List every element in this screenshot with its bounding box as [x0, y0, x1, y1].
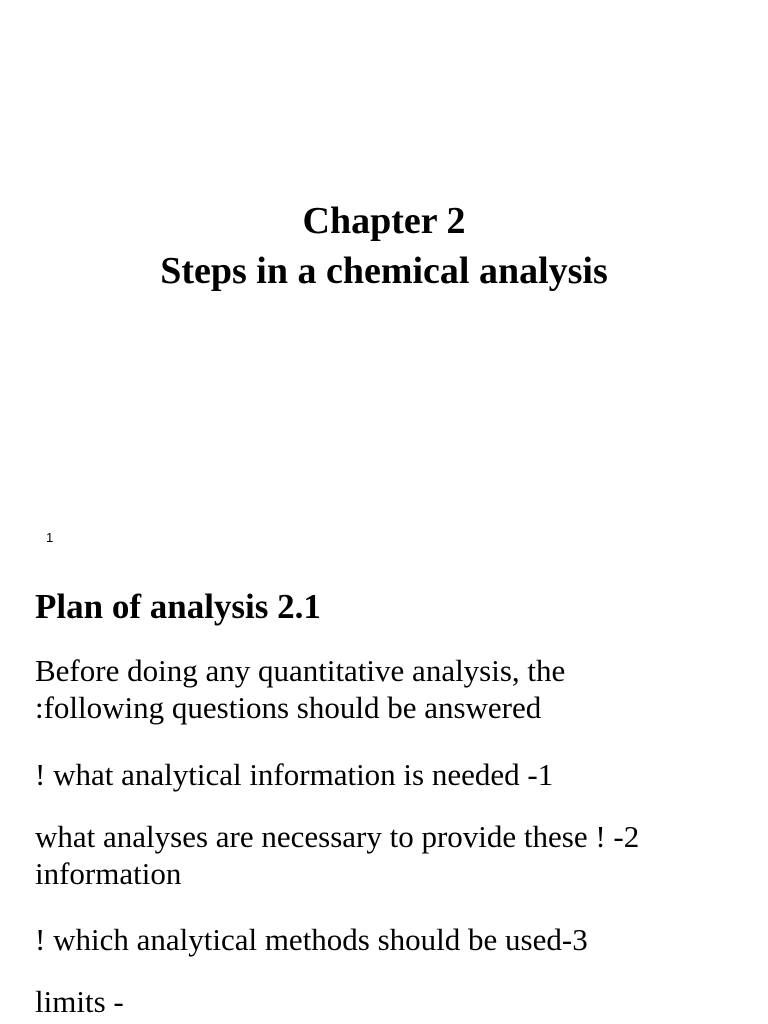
list-item-text: ! what analytical information is needed -1 — [35, 757, 554, 792]
chapter-number: Chapter 2 — [302, 200, 466, 242]
list-item — [35, 818, 735, 892]
list-item — [35, 983, 735, 1020]
page-number: 1 — [46, 530, 54, 545]
list-item — [35, 756, 735, 793]
intro-paragraph — [35, 652, 735, 726]
chapter-subtitle: Steps in a chemical analysis — [160, 250, 608, 292]
chapter-title — [0, 196, 768, 296]
list-item — [35, 921, 735, 958]
intro-line-2: :following questions should be answered — [35, 690, 542, 725]
list-item-text: limits - — [35, 984, 124, 1019]
section-heading: Plan of analysis 2.1 — [35, 587, 321, 626]
list-item-text: what analyses are necessary to provide these ! -2 — [35, 819, 640, 854]
list-item-text-continued: information — [35, 856, 182, 891]
intro-line-1: Before doing any quantitative analysis, the — [35, 653, 566, 688]
list-item-text: ! which analytical methods should be used-3 — [35, 922, 588, 957]
